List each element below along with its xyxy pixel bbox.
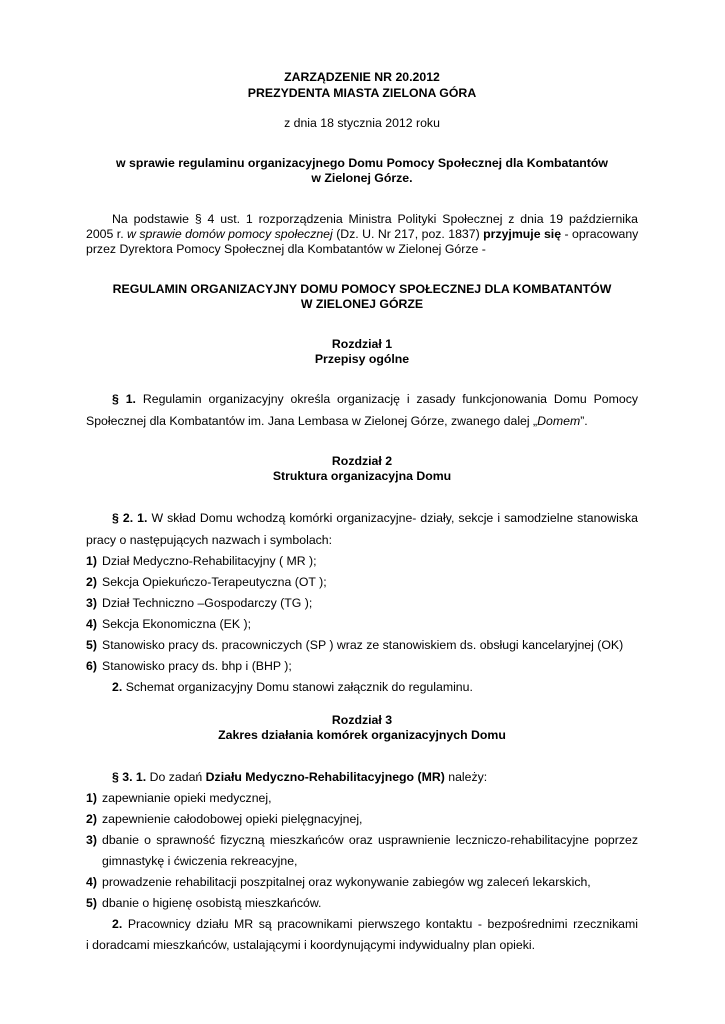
- chapter-2-heading: Rozdział 2: [331, 454, 393, 468]
- par-3-intro: [112, 770, 664, 784]
- regulamin-title-line-1: REGULAMIN ORGANIZACYJNY DOMU POMOCY SPOŁECZNEJ DLA KOMBATANTÓW: [112, 282, 612, 296]
- chapter-1-heading: Rozdział 1: [331, 337, 393, 351]
- par-1-domem: Domem: [537, 414, 581, 428]
- subject-line-1: w sprawie regulaminu organizacyjnego Domu Pomocy Społecznej dla Kombatantów: [116, 156, 608, 170]
- preamble-year: 2005 r.: [86, 227, 124, 241]
- list-item: [86, 638, 638, 652]
- title-line-1: ZARZĄDZENIE NR 20.2012: [284, 70, 440, 84]
- list-number: 6): [86, 659, 97, 673]
- list-number: 1): [86, 554, 97, 568]
- list-text: Sekcja Opiekuńczo-Terapeutyczna (OT );: [102, 575, 327, 589]
- list-text: Dział Medyczno-Rehabilitacyjny ( MR );: [102, 554, 317, 568]
- par-2-label: § 2. 1.: [112, 511, 148, 525]
- list-item: [86, 596, 638, 610]
- par-2-line-1: [112, 511, 638, 525]
- par-1-label: § 1.: [112, 392, 136, 406]
- list-item: [86, 875, 638, 889]
- preamble-line-1: Na podstawie § 4 ust. 1 rozporządzenia Ministra Polityki Społecznej z dnia 19 października: [112, 212, 638, 226]
- par-2-text: W skład Domu wchodzą komórki organizacyjne- działy, sekcje i samodzielne stanowiska: [151, 511, 639, 525]
- list-text: prowadzenie rehabilitacji poszpitalnej oraz wykonywanie zabiegów wg zaleceń lekarskich,: [102, 875, 591, 889]
- list-number: 2): [86, 575, 97, 589]
- list-item: [86, 896, 638, 910]
- chapter-1-title: Przepisy ogólne: [314, 352, 410, 366]
- par-3-point-2-line-2: i doradcami mieszkańców, ustalającymi i koordynującymi indywidualny plan opieki.: [86, 938, 536, 952]
- par-1-line-2-text: Społecznej dla Kombatantów im. Jana Lembasa w Zielonej Górze, zwanego dalej „: [86, 414, 538, 428]
- list-number: 4): [86, 875, 97, 889]
- title-line-2: PREZYDENTA MIASTA ZIELONA GÓRA: [247, 86, 477, 100]
- par-2-point-2-label: 2.: [112, 680, 123, 694]
- list-item: [86, 575, 638, 589]
- list-item: [86, 659, 638, 673]
- preamble-act-title: w sprawie domów pomocy społecznej: [127, 227, 333, 241]
- list-text: Dział Techniczno –Gospodarczy (TG );: [102, 596, 313, 610]
- chapter-2-title: Struktura organizacyjna Domu: [272, 469, 452, 483]
- par-2-point-2-text: Schemat organizacyjny Domu stanowi załącznik do regulaminu.: [125, 680, 473, 694]
- list-number: 3): [86, 596, 97, 610]
- preamble-journal: (Dz. U. Nr 217, poz. 1837): [336, 227, 480, 241]
- par-2-line-2: pracy o następujących nazwach i symbolach:: [86, 533, 333, 547]
- list-item-continuation: [86, 854, 638, 868]
- regulamin-title-line-2: W ZIELONEJ GÓRZE: [300, 297, 424, 311]
- par-3-point-2-label: 2.: [112, 917, 123, 931]
- par-3-point-2-text: Pracownicy działu MR są pracownikami pierwszego kontaktu - bezpośrednimi rzecznikami: [127, 917, 638, 931]
- preamble-adopts: przyjmuje się: [483, 227, 562, 241]
- list-text: dbanie o sprawność fizyczną mieszkańców oraz usprawnienie leczniczo-rehabilitacyjne poprzez: [102, 833, 638, 847]
- par-3-intro-text: Do zadań: [149, 770, 203, 784]
- par-3-intro-end: należy:: [448, 770, 488, 784]
- list-number: 2): [86, 812, 97, 826]
- list-text: Sekcja Ekonomiczna (EK );: [102, 617, 251, 631]
- preamble-line-2: [86, 227, 638, 241]
- par-3-point-2-line-1: [112, 917, 638, 931]
- preamble-line-3: przez Dyrektora Pomocy Społecznej dla Kombatantów w Zielonej Górze -: [86, 242, 486, 256]
- list-text: dbanie o higienę osobistą mieszkańców.: [102, 896, 322, 910]
- list-text: zapewnienie całodobowej opieki pielęgnacyjnej,: [102, 812, 363, 826]
- list-item: [86, 554, 638, 568]
- list-text: gimnastykę i ćwiczenia rekreacyjne,: [102, 854, 298, 868]
- par-1-line-1: [112, 392, 638, 406]
- par-1-line-2-end: ”.: [580, 414, 588, 428]
- par-1-line-2: [86, 414, 638, 428]
- list-item: [86, 791, 638, 805]
- par-2-point-2: [112, 680, 664, 694]
- list-text: Stanowisko pracy ds. bhp i (BHP );: [102, 659, 292, 673]
- list-item: [86, 812, 638, 826]
- list-number: 5): [86, 638, 97, 652]
- list-item: [86, 617, 638, 631]
- list-text: Stanowisko pracy ds. pracowniczych (SP ) wraz ze stanowiskiem ds. obsługi kancelaryjnej (OK): [102, 638, 624, 652]
- chapter-3-title: Zakres działania komórek organizacyjnych Domu: [218, 728, 506, 742]
- list-number: 3): [86, 833, 97, 847]
- chapter-3-heading: Rozdział 3: [331, 713, 393, 727]
- par-3-label: § 3. 1.: [112, 770, 147, 784]
- list-text: zapewnianie opieki medycznej,: [102, 791, 272, 805]
- list-item: [86, 833, 638, 847]
- list-number: 1): [86, 791, 97, 805]
- preamble-prepared: - opracowany: [564, 227, 639, 241]
- list-number: 4): [86, 617, 97, 631]
- list-number: 5): [86, 896, 97, 910]
- subject-line-2: w Zielonej Górze.: [311, 171, 413, 185]
- par-1-text: Regulamin organizacyjny określa organizację i zasady funkcjonowania Domu Pomocy: [142, 392, 638, 406]
- document-date: z dnia 18 stycznia 2012 roku: [284, 116, 440, 130]
- par-3-department: Działu Medyczno-Rehabilitacyjnego (MR): [205, 770, 445, 784]
